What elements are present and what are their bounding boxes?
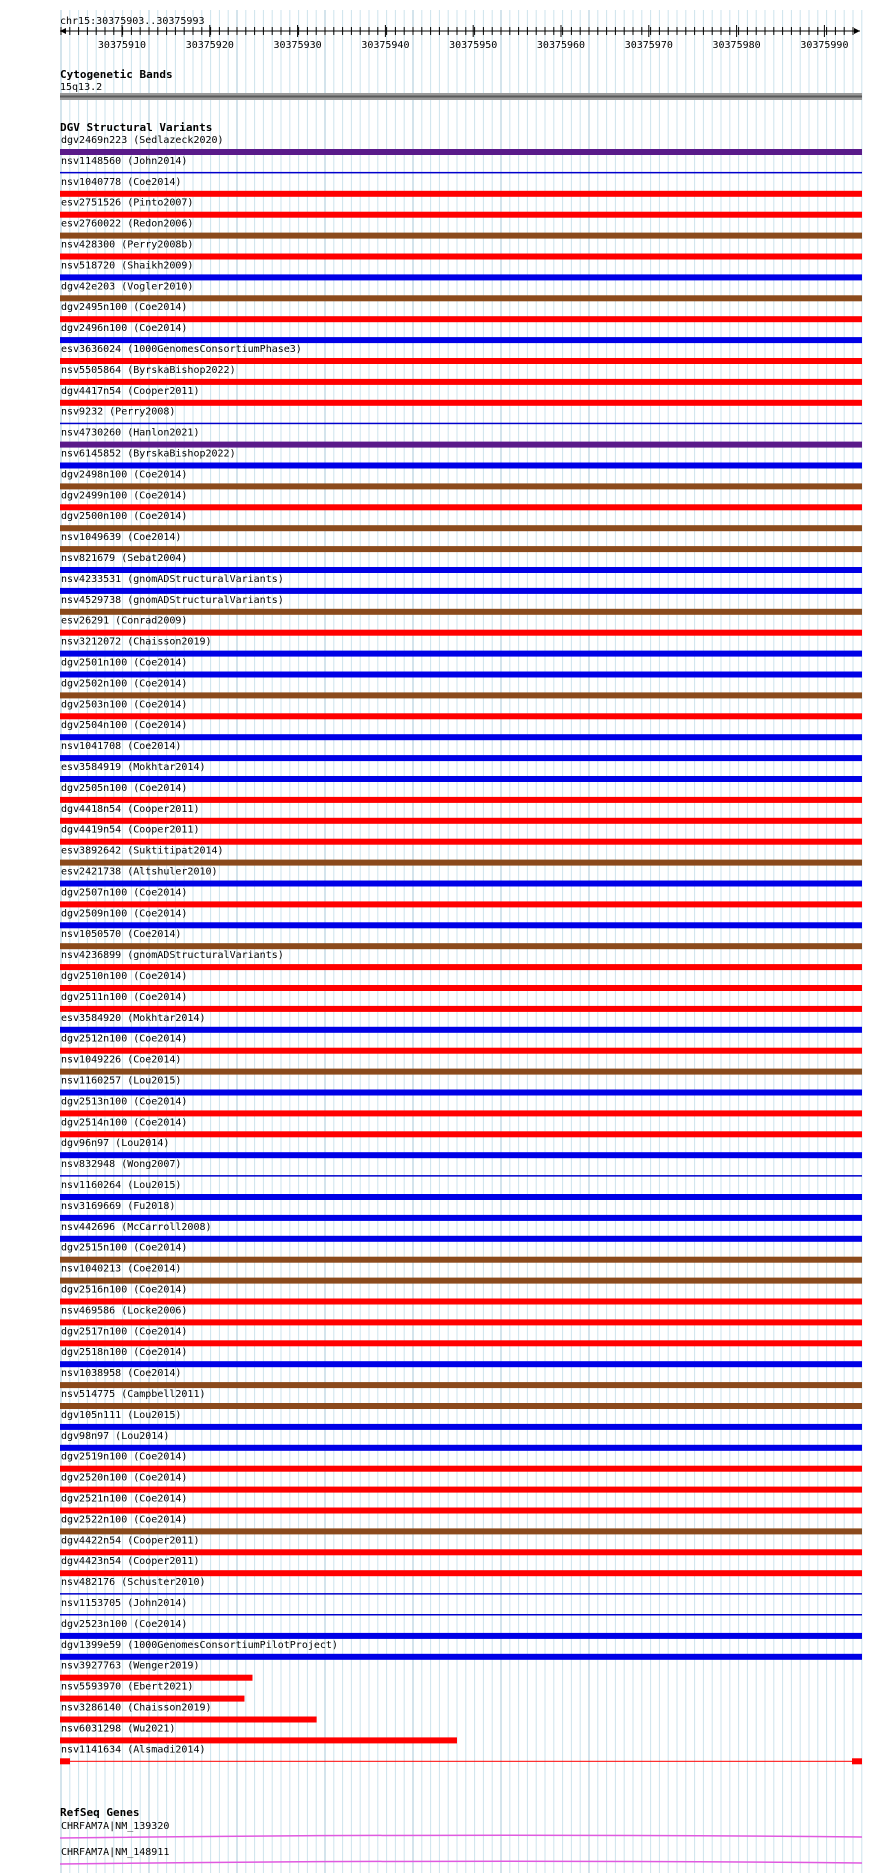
dgv-variant-bar[interactable]: [60, 755, 862, 761]
cytogenetic-bands-track: [60, 68, 862, 100]
dgv-variant-bar[interactable]: [60, 172, 862, 174]
dgv-variant-label: dgv2501n100 (Coe2014): [61, 657, 188, 669]
dgv-variant-bar[interactable]: [60, 1278, 862, 1284]
dgv-variant-row[interactable]: [60, 219, 862, 239]
cytoband-label: 15q13.2: [60, 82, 103, 93]
dgv-variant-bar[interactable]: [60, 776, 862, 782]
dgv-variant-bar[interactable]: [60, 818, 862, 824]
dgv-variant-row[interactable]: [60, 1619, 862, 1639]
dgv-variant-row[interactable]: [60, 867, 862, 887]
dgv-variant-label: dgv98n97 (Lou2014): [61, 1430, 170, 1442]
dgv-variant-bar[interactable]: [60, 797, 862, 803]
dgv-variant-bar[interactable]: [60, 713, 862, 719]
dgv-variant-bar[interactable]: [60, 1593, 862, 1595]
dgv-variant-label: nsv3927763 (Wenger2019): [61, 1660, 200, 1672]
ruler-region-label: chr15:30375903..30375993: [60, 16, 205, 27]
dgv-variant-label: dgv2519n100 (Coe2014): [61, 1451, 188, 1463]
dgv-variant-label: nsv428300 (Perry2008b): [61, 239, 194, 251]
dgv-variant-row[interactable]: [60, 887, 862, 907]
dgv-variant-bar[interactable]: [60, 1048, 862, 1054]
dgv-variant-row[interactable]: [60, 1243, 862, 1263]
dgv-variant-bar[interactable]: [60, 839, 862, 845]
dgv-variant-bar[interactable]: [60, 1487, 862, 1493]
dgv-variant-bar[interactable]: [60, 483, 862, 489]
dgv-variant-label: nsv4233531 (gnomADStructuralVariants): [61, 573, 284, 585]
dgv-variant-bar[interactable]: [60, 1361, 862, 1367]
dgv-variant-row[interactable]: [60, 1682, 244, 1702]
dgv-variant-row[interactable]: [60, 1034, 862, 1054]
dgv-variant-bar[interactable]: [60, 1215, 862, 1221]
dgv-variant-bar[interactable]: [60, 254, 862, 260]
dgv-variant-label: dgv2521n100 (Coe2014): [61, 1493, 188, 1505]
dgv-variant-bar[interactable]: [60, 1090, 862, 1096]
dgv-variant-bar[interactable]: [60, 442, 862, 448]
dgv-variant-label: nsv1038958 (Coe2014): [61, 1368, 182, 1380]
dgv-variant-row[interactable]: [60, 490, 862, 510]
dgv-variant-row[interactable]: [60, 1598, 862, 1616]
dgv-variant-left-block[interactable]: [60, 1758, 70, 1764]
dgv-variant-label: nsv1041708 (Coe2014): [61, 741, 182, 753]
dgv-variant-row[interactable]: [60, 1201, 862, 1221]
dgv-variant-row[interactable]: [60, 992, 862, 1012]
dgv-variant-row[interactable]: [60, 553, 862, 573]
dgv-variant-row[interactable]: [60, 699, 862, 719]
dgv-variant-right-block[interactable]: [852, 1758, 862, 1764]
dgv-variant-row[interactable]: [60, 825, 862, 845]
dgv-variant-label: dgv2498n100 (Coe2014): [61, 469, 188, 481]
dgv-variant-label: dgv2512n100 (Coe2014): [61, 1033, 188, 1045]
dgv-variant-row[interactable]: [60, 1452, 862, 1472]
dgv-variant-label: dgv2502n100 (Coe2014): [61, 678, 188, 690]
dgv-variant-label: nsv3286140 (Chaisson2019): [61, 1702, 212, 1714]
dgv-variant-bar[interactable]: [60, 881, 862, 887]
dgv-variant-label: dgv2523n100 (Coe2014): [61, 1618, 188, 1630]
dgv-variant-label: nsv5593970 (Ebert2021): [61, 1681, 194, 1693]
dgv-variant-row[interactable]: [60, 1410, 862, 1430]
dgv-variant-bar[interactable]: [60, 423, 862, 425]
ruler-tick-label: 30375950: [449, 40, 498, 51]
dgv-variant-bar[interactable]: [60, 588, 862, 594]
dgv-variant-label: nsv4529738 (gnomADStructuralVariants): [61, 594, 284, 606]
dgv-variant-row[interactable]: [60, 1096, 862, 1116]
refseq-gene-row[interactable]: [60, 1821, 862, 1838]
dgv-variant-label: dgv1399e59 (1000GenomesConsortiumPilotProject): [61, 1639, 338, 1651]
dgv-variant-row[interactable]: [60, 1222, 862, 1242]
dgv-variant-row[interactable]: [60, 1285, 862, 1305]
dgv-variant-label: dgv2509n100 (Coe2014): [61, 908, 188, 920]
dgv-variant-row[interactable]: [60, 1661, 252, 1681]
dgv-variant-row[interactable]: [60, 971, 862, 991]
dgv-variant-label: dgv2516n100 (Coe2014): [61, 1284, 188, 1296]
dgv-variant-label: dgv4419n54 (Cooper2011): [61, 824, 200, 836]
dgv-variant-bar[interactable]: [60, 400, 862, 406]
dgv-variant-bar[interactable]: [60, 1737, 457, 1743]
dgv-variant-bar[interactable]: [60, 1236, 862, 1242]
dgv-variant-bar[interactable]: [60, 692, 862, 698]
dgv-variant-row[interactable]: [60, 1723, 457, 1743]
dgv-variant-bar[interactable]: [60, 922, 862, 928]
dgv-variant-row[interactable]: [60, 323, 862, 343]
dgv-variant-label: esv26291 (Conrad2009): [61, 615, 188, 627]
dgv-variant-bar[interactable]: [60, 609, 862, 615]
dgv-variant-row[interactable]: [60, 637, 862, 657]
dgv-variant-row[interactable]: [60, 135, 862, 155]
dgv-variant-bar[interactable]: [60, 672, 862, 678]
refseq-gene-rows: [60, 1821, 862, 1864]
dgv-variant-row[interactable]: [60, 720, 862, 740]
dgv-variant-label: nsv1141634 (Alsmadi2014): [61, 1744, 206, 1756]
dgv-variant-label: dgv2518n100 (Coe2014): [61, 1347, 188, 1359]
dgv-variant-row[interactable]: [60, 407, 862, 425]
dgv-variant-row[interactable]: [60, 574, 862, 594]
dgv-variant-bar[interactable]: [60, 233, 862, 239]
dgv-variant-bar[interactable]: [60, 1528, 862, 1534]
dgv-variant-label: nsv1040213 (Coe2014): [61, 1263, 182, 1275]
dgv-variant-bar[interactable]: [60, 1549, 862, 1555]
dgv-variant-label: dgv2517n100 (Coe2014): [61, 1326, 188, 1338]
dgv-variant-row[interactable]: [60, 1389, 862, 1409]
dgv-variant-row[interactable]: [60, 1556, 862, 1576]
dgv-variant-bar[interactable]: [60, 1340, 862, 1346]
dgv-variant-bar[interactable]: [60, 1194, 862, 1200]
ruler-track: [60, 16, 860, 51]
dgv-variant-bar[interactable]: [60, 295, 862, 301]
dgv-variant-label: dgv2496n100 (Coe2014): [61, 323, 188, 335]
dgv-variant-row[interactable]: [60, 511, 862, 531]
dgv-variant-label: nsv4236899 (gnomADStructuralVariants): [61, 950, 284, 962]
dgv-variant-label: esv2751526 (Pinto2007): [61, 197, 194, 209]
dgv-variant-label: nsv1040778 (Coe2014): [61, 176, 182, 188]
dgv-variant-row[interactable]: [60, 1117, 862, 1137]
dgv-variant-bar[interactable]: [60, 1424, 862, 1430]
dgv-track-title: DGV Structural Variants: [60, 121, 213, 134]
dgv-variant-bar[interactable]: [60, 1403, 862, 1409]
dgv-variant-bar[interactable]: [60, 1382, 862, 1388]
dgv-variant-bar[interactable]: [60, 337, 862, 343]
dgv-variant-label: nsv518720 (Shaikh2009): [61, 260, 194, 272]
dgv-variant-label: nsv6031298 (Wu2021): [61, 1723, 176, 1735]
dgv-variant-bar[interactable]: [60, 1299, 862, 1305]
dgv-variant-row[interactable]: [60, 1494, 862, 1514]
dgv-variant-row[interactable]: [60, 908, 862, 928]
dgv-variant-row[interactable]: [60, 658, 862, 678]
dgv-variant-label: nsv1160264 (Lou2015): [61, 1180, 182, 1191]
dgv-variant-row[interactable]: [60, 804, 862, 824]
dgv-variant-row[interactable]: [60, 365, 862, 385]
dgv-variant-bar[interactable]: [60, 379, 862, 385]
dgv-variant-row[interactable]: [60, 469, 862, 489]
dgv-variant-row[interactable]: [60, 1305, 862, 1325]
dgv-variant-label: dgv4423n54 (Cooper2011): [61, 1556, 200, 1568]
dgv-variant-bar[interactable]: [60, 1319, 862, 1325]
dgv-variant-bar[interactable]: [60, 630, 862, 636]
dgv-variant-label: nsv5505864 (ByrskaBishop2022): [61, 364, 236, 376]
dgv-variant-row[interactable]: [60, 449, 862, 469]
dgv-variant-label: dgv2511n100 (Coe2014): [61, 991, 188, 1003]
dgv-variant-bar[interactable]: [60, 358, 862, 364]
dgv-variant-label: nsv9232 (Perry2008): [61, 406, 176, 418]
dgv-variant-row[interactable]: [60, 1473, 862, 1493]
dgv-variant-row[interactable]: [60, 929, 862, 949]
dgv-variant-bar[interactable]: [60, 1675, 252, 1681]
dgv-variant-row[interactable]: [60, 1640, 862, 1660]
dgv-variant-label: dgv105n111 (Lou2015): [61, 1409, 182, 1421]
dgv-variant-row[interactable]: [60, 1055, 862, 1075]
dgv-variant-label: nsv1160257 (Lou2015): [61, 1075, 182, 1087]
dgv-variant-bar[interactable]: [60, 1614, 862, 1616]
dgv-variant-bar[interactable]: [60, 525, 862, 531]
dgv-variant-bar[interactable]: [60, 1696, 244, 1702]
ruler-tick-label: 30375940: [361, 40, 410, 51]
dgv-variant-label: dgv2499n100 (Coe2014): [61, 490, 188, 502]
dgv-variant-bar[interactable]: [60, 1717, 317, 1723]
dgv-variant-row[interactable]: [60, 1703, 317, 1723]
dgv-variant-bar[interactable]: [60, 212, 862, 218]
dgv-variant-label: dgv2510n100 (Coe2014): [61, 971, 188, 982]
dgv-variant-row[interactable]: [60, 344, 862, 364]
dgv-variant-row[interactable]: [60, 1535, 862, 1555]
dgv-variant-label: dgv2520n100 (Coe2014): [61, 1472, 188, 1484]
dgv-variant-label: dgv2513n100 (Coe2014): [61, 1096, 188, 1108]
dgv-variant-bar[interactable]: [60, 1257, 862, 1263]
dgv-variant-row[interactable]: [60, 616, 862, 636]
dgv-variant-label: nsv832948 (Wong2007): [61, 1159, 182, 1171]
dgv-variant-label: dgv4417n54 (Cooper2011): [61, 385, 200, 397]
dgv-variant-label: nsv1049226 (Coe2014): [61, 1054, 182, 1066]
dgv-variant-row[interactable]: [60, 240, 862, 260]
dgv-variant-label: dgv2503n100 (Coe2014): [61, 699, 188, 711]
ruler-tick-label: 30375980: [712, 40, 761, 51]
ruler-tick-label: 30375930: [273, 40, 322, 51]
dgv-variant-bar[interactable]: [60, 1633, 862, 1639]
dgv-variant-row[interactable]: [60, 302, 862, 322]
dgv-variant-label: nsv514775 (Campbell2011): [61, 1389, 206, 1400]
dgv-variant-bar[interactable]: [60, 149, 862, 155]
dgv-variant-bar[interactable]: [60, 1006, 862, 1012]
dgv-variant-row[interactable]: [60, 1159, 862, 1177]
ruler-tick-label: 30375920: [185, 40, 234, 51]
dgv-variant-bar[interactable]: [60, 964, 862, 970]
dgv-variant-row[interactable]: [60, 386, 862, 406]
dgv-variant-bar[interactable]: [60, 734, 862, 740]
dgv-variant-row[interactable]: [60, 1138, 862, 1158]
dgv-variant-row[interactable]: [60, 1514, 862, 1534]
dgv-variant-bar[interactable]: [60, 860, 862, 866]
dgv-variant-row[interactable]: [60, 762, 862, 782]
dgv-variant-bar[interactable]: [60, 1152, 862, 1158]
ruler-tick-label: 30375960: [536, 40, 586, 51]
dgv-variant-bar[interactable]: [60, 1175, 862, 1177]
dgv-variant-label: nsv4730260 (Hanlon2021): [61, 427, 200, 439]
dgv-variant-label: dgv2505n100 (Coe2014): [61, 782, 188, 794]
dgv-variant-label: dgv2522n100 (Coe2014): [61, 1514, 188, 1526]
dgv-variant-row[interactable]: [60, 1431, 862, 1451]
dgv-variant-label: dgv42e203 (Vogler2010): [61, 281, 194, 293]
refseq-gene-label: CHRFAM7A|NM_139320: [61, 1821, 170, 1832]
dgv-variant-bar[interactable]: [60, 1027, 862, 1033]
dgv-variant-row[interactable]: [60, 1076, 862, 1096]
dgv-variant-label: esv2421738 (Altshuler2010): [61, 866, 218, 878]
dgv-variant-label: dgv2504n100 (Coe2014): [61, 720, 188, 732]
dgv-variant-bar[interactable]: [60, 546, 862, 552]
dgv-variant-label: esv2760022 (Redon2006): [61, 218, 194, 230]
dgv-variant-label: nsv821679 (Sebat2004): [61, 553, 188, 564]
dgv-variant-bar[interactable]: [60, 1110, 862, 1116]
dgv-variant-label: nsv1049639 (Coe2014): [61, 532, 182, 544]
dgv-variant-row[interactable]: [60, 532, 862, 552]
dgv-variant-label: nsv1153705 (John2014): [61, 1598, 188, 1609]
dgv-variant-label: dgv2514n100 (Coe2014): [61, 1117, 188, 1129]
dgv-variant-row[interactable]: [60, 1013, 862, 1033]
dgv-variant-bar[interactable]: [60, 1654, 862, 1660]
dgv-variant-row[interactable]: [60, 595, 862, 615]
dgv-variant-bar[interactable]: [60, 567, 862, 573]
dgv-variant-row[interactable]: [60, 1180, 862, 1200]
dgv-variant-label: esv3584920 (Mokhtar2014): [61, 1012, 206, 1024]
dgv-variant-label: dgv2500n100 (Coe2014): [61, 511, 188, 523]
dgv-variant-bar[interactable]: [60, 1466, 862, 1472]
dgv-variant-row[interactable]: [60, 281, 862, 301]
dgv-variant-label: nsv3212072 (Chaisson2019): [61, 636, 212, 648]
dgv-variant-label: nsv482176 (Schuster2010): [61, 1577, 206, 1589]
dgv-variant-label: dgv2495n100 (Coe2014): [61, 302, 188, 314]
dgv-variant-label: nsv1050570 (Coe2014): [61, 929, 182, 941]
dgv-variant-bar[interactable]: [60, 504, 862, 510]
dgv-variant-label: nsv469586 (Locke2006): [61, 1305, 188, 1317]
dgv-variant-row[interactable]: [60, 1368, 862, 1388]
dgv-variant-bar[interactable]: [60, 274, 862, 280]
dgv-variant-row[interactable]: [60, 1264, 862, 1284]
dgv-variant-label: dgv2507n100 (Coe2014): [61, 887, 188, 899]
dgv-variant-row[interactable]: [60, 1744, 862, 1764]
refseq-track-title: RefSeq Genes: [60, 1806, 140, 1819]
dgv-variant-label: esv3636024 (1000GenomesConsortiumPhase3): [61, 344, 302, 355]
dgv-variant-label: dgv4418n54 (Cooper2011): [61, 803, 200, 815]
dgv-variant-row[interactable]: [60, 1326, 862, 1346]
dgv-variant-bar[interactable]: [60, 1508, 862, 1514]
dgv-variant-bar[interactable]: [60, 985, 862, 991]
dgv-variant-label: dgv2515n100 (Coe2014): [61, 1242, 188, 1254]
ruler-tick-label: 30375990: [800, 40, 849, 51]
dgv-variant-label: nsv6145852 (ByrskaBishop2022): [61, 448, 236, 460]
dgv-variant-bar[interactable]: [60, 463, 862, 469]
dgv-variant-bar[interactable]: [60, 316, 862, 322]
refseq-genes-track: [60, 1806, 862, 1864]
dgv-variant-row[interactable]: [60, 950, 862, 970]
dgv-structural-variants-track: [60, 121, 862, 1764]
dgv-variant-span-line[interactable]: [60, 1761, 862, 1762]
refseq-gene-intron-line[interactable]: [60, 1835, 862, 1838]
dgv-variant-bar[interactable]: [60, 901, 862, 907]
dgv-variant-row[interactable]: [60, 678, 862, 698]
dgv-variant-label: nsv3169669 (Fu2018): [61, 1200, 176, 1212]
dgv-variant-row[interactable]: [60, 198, 862, 218]
dgv-variant-bar[interactable]: [60, 651, 862, 657]
refseq-gene-row[interactable]: [60, 1847, 862, 1864]
ruler-tick-label: 30375910: [97, 40, 147, 51]
dgv-variant-label: nsv442696 (McCarroll2008): [61, 1221, 212, 1233]
ruler-right-arrow-icon: [854, 28, 860, 34]
dgv-variant-bar[interactable]: [60, 1570, 862, 1576]
dgv-variant-row[interactable]: [60, 1347, 862, 1367]
dgv-variant-row[interactable]: [60, 156, 862, 174]
dgv-variant-bar[interactable]: [60, 191, 862, 197]
dgv-variant-label: esv3584919 (Mokhtar2014): [61, 762, 206, 773]
dgv-variant-row[interactable]: [60, 428, 862, 448]
dgv-variant-bar[interactable]: [60, 943, 862, 949]
dgv-variant-row[interactable]: [60, 741, 862, 761]
dgv-variant-label: dgv96n97 (Lou2014): [61, 1138, 170, 1150]
dgv-variant-row[interactable]: [60, 783, 862, 803]
ruler-tick-label: 30375970: [624, 40, 673, 51]
dgv-variant-label: dgv4422n54 (Cooper2011): [61, 1535, 200, 1547]
dgv-variant-label: nsv1148560 (John2014): [61, 155, 188, 167]
dgv-variant-label: esv3892642 (Suktitipat2014): [61, 845, 224, 857]
dgv-variant-bar[interactable]: [60, 1069, 862, 1075]
dgv-variant-bar[interactable]: [60, 1131, 862, 1137]
refseq-gene-intron-line[interactable]: [60, 1861, 862, 1864]
refseq-gene-label: CHRFAM7A|NM_148911: [61, 1847, 170, 1858]
dgv-variant-row[interactable]: [60, 177, 862, 197]
dgv-variant-row[interactable]: [60, 846, 862, 866]
dgv-variant-rows: [60, 135, 862, 1764]
dgv-variant-row[interactable]: [60, 260, 862, 280]
dgv-variant-row[interactable]: [60, 1577, 862, 1595]
cytoband-track-title: Cytogenetic Bands: [60, 68, 173, 81]
dgv-variant-bar[interactable]: [60, 1445, 862, 1451]
dgv-variant-label: dgv2469n223 (Sedlazeck2020): [61, 135, 224, 146]
